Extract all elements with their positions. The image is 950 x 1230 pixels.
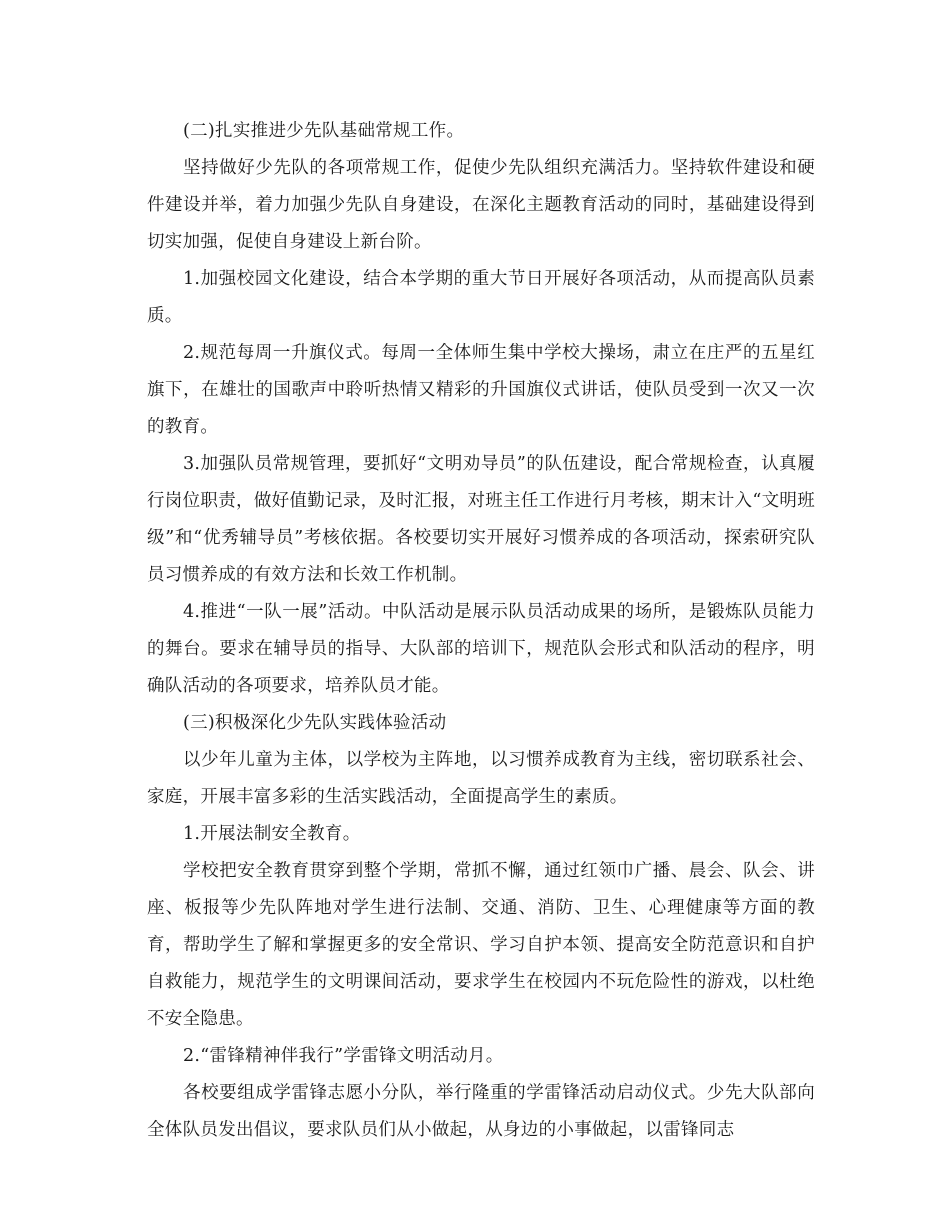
list-item: 3.加强队员常规管理，要抓好“文明劝导员”的队伍建设，配合常规检查，认真履行岗位职责，做好值勤记录，及时汇报，对班主任工作进行月考核，期末计入“文明班级”和“优秀辅导员”考核依据。各校要切实开展好习惯养成的各项活动，探索研究队员习惯养成的有效方法和长效工作机制。 [147,454,815,585]
section-heading-2: (二)扎实推进少先队基础常规工作。 [183,121,465,141]
paragraph: 各校要组成学雷锋志愿小分队，举行隆重的学雷锋活动启动仪式。少先大队部向全体队员发出倡议，要求队员们从小做起，从身边的小事做起，以雷锋同志 [147,1083,815,1140]
paragraph: 学校把安全教育贯穿到整个学期，常抓不懈，通过红领巾广播、晨会、队会、讲座、板报等少先队阵地对学生进行法制、交通、消防、卫生、心理健康等方面的教育，帮助学生了解和掌握更多的安全常识、学习自护本领、提高安全防范意识和自护自救能力，规范学生的文明课间活动，要求学生在校园内不玩危险性的游戏，以杜绝不安全隐患。 [147,861,815,1029]
list-item: 1.开展法制安全教育。 [183,824,361,844]
paragraph: 以少年儿童为主体，以学校为主阵地，以习惯养成教育为主线，密切联系社会、家庭，开展丰富多彩的生活实践活动，全面提高学生的素质。 [147,750,815,807]
list-item: 1.加强校园文化建设，结合本学期的重大节日开展好各项活动，从而提高队员素质。 [147,269,815,326]
list-item: 4.推进“一队一展”活动。中队活动是展示队员活动成果的场所，是锻炼队员能力的舞台。要求在辅导员的指导、大队部的培训下，规范队会形式和队活动的程序，明确队活动的各项要求，培养队员才能。 [147,602,815,696]
list-item: 2.规范每周一升旗仪式。每周一全体师生集中学校大操场，肃立在庄严的五星红旗下，在雄壮的国歌声中聆听热情又精彩的升国旗仪式讲话，使队员受到一次又一次的教育。 [147,343,815,437]
section-heading-3: (三)积极深化少先队实践体验活动 [183,713,447,733]
paragraph: 坚持做好少先队的各项常规工作，促使少先队组织充满活力。坚持软件建设和硬件建设并举，着力加强少先队自身建设，在深化主题教育活动的同时，基础建设得到切实加强，促使自身建设上新台阶。 [147,158,815,252]
list-item: 2.“雷锋精神伴我行”学雷锋文明活动月。 [183,1046,504,1066]
document-body [147,113,815,1149]
